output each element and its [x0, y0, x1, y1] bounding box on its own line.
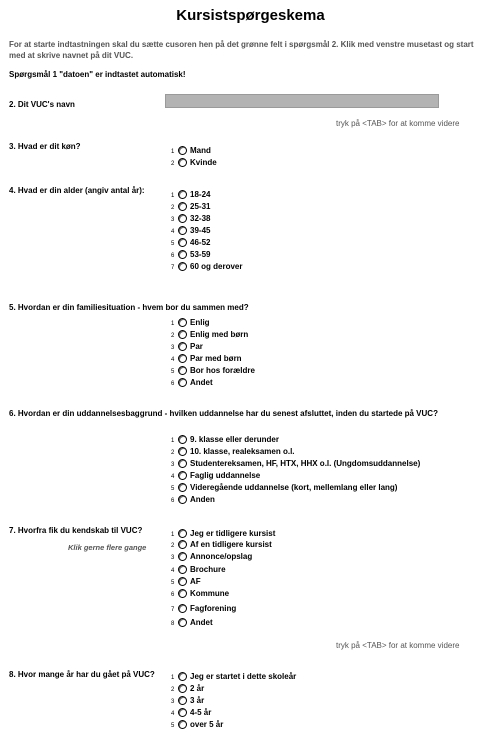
- tab-hint-1: tryk på <TAB> for at komme videre: [336, 119, 460, 128]
- question-7-label: 7. Hvorfra fik du kendskab til VUC?: [9, 526, 143, 535]
- gender-option[interactable]: 2 Kvinde: [171, 157, 217, 167]
- age-option[interactable]: 6 53-59: [171, 249, 211, 259]
- age-option[interactable]: 1 18-24: [171, 189, 211, 199]
- page-title: Kursistspørgeskema: [176, 7, 325, 24]
- source-option[interactable]: 5 AF: [171, 576, 201, 586]
- age-option[interactable]: 4 39-45: [171, 225, 211, 235]
- radio-button-icon[interactable]: [178, 342, 187, 351]
- age-option[interactable]: 7 60 og derover: [171, 261, 243, 271]
- radio-button-icon[interactable]: [178, 684, 187, 693]
- radio-button-icon[interactable]: [178, 540, 187, 549]
- question-5-label: 5. Hvordan er din familiesituation - hvem bor du sammen med?: [9, 303, 249, 312]
- gender-option[interactable]: 1 Mand: [171, 145, 211, 155]
- radio-button-icon[interactable]: [178, 354, 187, 363]
- education-option[interactable]: 2 10. klasse, realeksamen o.l.: [171, 446, 295, 456]
- radio-button-icon[interactable]: [178, 589, 187, 598]
- source-option[interactable]: 1 Jeg er tidligere kursist: [171, 528, 276, 538]
- source-option[interactable]: 4 Brochure: [171, 564, 226, 574]
- radio-button-icon[interactable]: [178, 604, 187, 613]
- question-7-hint: Klik gerne flere gange: [68, 543, 147, 552]
- age-option[interactable]: 5 46-52: [171, 237, 211, 247]
- source-option[interactable]: 3 Annonce/opslag: [171, 551, 253, 561]
- family-option[interactable]: 4 Par med børn: [171, 353, 242, 363]
- source-option[interactable]: 7 Fagforening: [171, 603, 237, 613]
- age-option[interactable]: 2 25-31: [171, 201, 211, 211]
- radio-button-icon[interactable]: [178, 552, 187, 561]
- radio-button-icon[interactable]: [178, 565, 187, 574]
- years-option[interactable]: 5 over 5 år: [171, 719, 224, 729]
- radio-button-icon[interactable]: [178, 618, 187, 627]
- vuc-name-input[interactable]: [165, 94, 439, 108]
- radio-button-icon[interactable]: [178, 158, 187, 167]
- education-option[interactable]: 4 Faglig uddannelse: [171, 470, 261, 480]
- education-option[interactable]: 6 Anden: [171, 494, 215, 504]
- source-option[interactable]: 8 Andet: [171, 617, 213, 627]
- radio-button-icon[interactable]: [178, 366, 187, 375]
- instructions-text: For at starte indtastningen skal du sætte cusoren hen på det grønne felt i spørgsmål 2. Klik med venstre musetast og start med at skrive navnet på dit VUC.: [9, 40, 474, 60]
- question-6-label: 6. Hvordan er din uddannelsesbaggrund - hvilken uddannelse har du senest afsluttet, inden du startede på VUC?: [9, 409, 438, 418]
- source-option[interactable]: 6 Kommune: [171, 588, 230, 598]
- question-4-label: 4. Hvad er din alder (angiv antal år):: [9, 186, 145, 195]
- question-3-label: 3. Hvad er dit køn?: [9, 142, 81, 151]
- radio-button-icon[interactable]: [178, 378, 187, 387]
- source-option[interactable]: 2 Af en tidligere kursist: [171, 539, 272, 549]
- years-option[interactable]: 2 2 år: [171, 683, 205, 693]
- radio-button-icon[interactable]: [178, 146, 187, 155]
- radio-button-icon[interactable]: [178, 529, 187, 538]
- radio-button-icon[interactable]: [178, 495, 187, 504]
- education-option[interactable]: 3 Studentereksamen, HF, HTX, HHX o.l. (Ungdomsuddannelse): [171, 458, 421, 468]
- education-option[interactable]: 1 9. klasse eller derunder: [171, 434, 279, 444]
- radio-button-icon[interactable]: [178, 190, 187, 199]
- radio-button-icon[interactable]: [178, 720, 187, 729]
- radio-button-icon[interactable]: [178, 214, 187, 223]
- education-option[interactable]: 5 Videregående uddannelse (kort, mellemlang eller lang): [171, 482, 398, 492]
- radio-button-icon[interactable]: [178, 447, 187, 456]
- family-option[interactable]: 1 Enlig: [171, 317, 210, 327]
- radio-button-icon[interactable]: [178, 708, 187, 717]
- radio-button-icon[interactable]: [178, 250, 187, 259]
- years-option[interactable]: 1 Jeg er startet i dette skoleår: [171, 671, 297, 681]
- radio-button-icon[interactable]: [178, 262, 187, 271]
- years-option[interactable]: 4 4-5 år: [171, 707, 212, 717]
- radio-button-icon[interactable]: [178, 202, 187, 211]
- radio-button-icon[interactable]: [178, 672, 187, 681]
- radio-button-icon[interactable]: [178, 238, 187, 247]
- radio-button-icon[interactable]: [178, 226, 187, 235]
- radio-button-icon[interactable]: [178, 435, 187, 444]
- radio-button-icon[interactable]: [178, 318, 187, 327]
- radio-button-icon[interactable]: [178, 330, 187, 339]
- radio-button-icon[interactable]: [178, 459, 187, 468]
- family-option[interactable]: 2 Enlig med børn: [171, 329, 249, 339]
- radio-button-icon[interactable]: [178, 471, 187, 480]
- radio-button-icon[interactable]: [178, 696, 187, 705]
- radio-button-icon[interactable]: [178, 483, 187, 492]
- family-option[interactable]: 6 Andet: [171, 377, 213, 387]
- question-8-label: 8. Hvor mange år har du gået på VUC?: [9, 670, 155, 679]
- question-2-label: 2. Dit VUC's navn: [9, 100, 75, 109]
- question-1-note: Spørgsmål 1 "datoen" er indtastet automatisk!: [9, 70, 186, 79]
- family-option[interactable]: 5 Bor hos forældre: [171, 365, 255, 375]
- age-option[interactable]: 3 32-38: [171, 213, 211, 223]
- radio-button-icon[interactable]: [178, 577, 187, 586]
- tab-hint-2: tryk på <TAB> for at komme videre: [336, 641, 460, 650]
- years-option[interactable]: 3 3 år: [171, 695, 205, 705]
- family-option[interactable]: 3 Par: [171, 341, 203, 351]
